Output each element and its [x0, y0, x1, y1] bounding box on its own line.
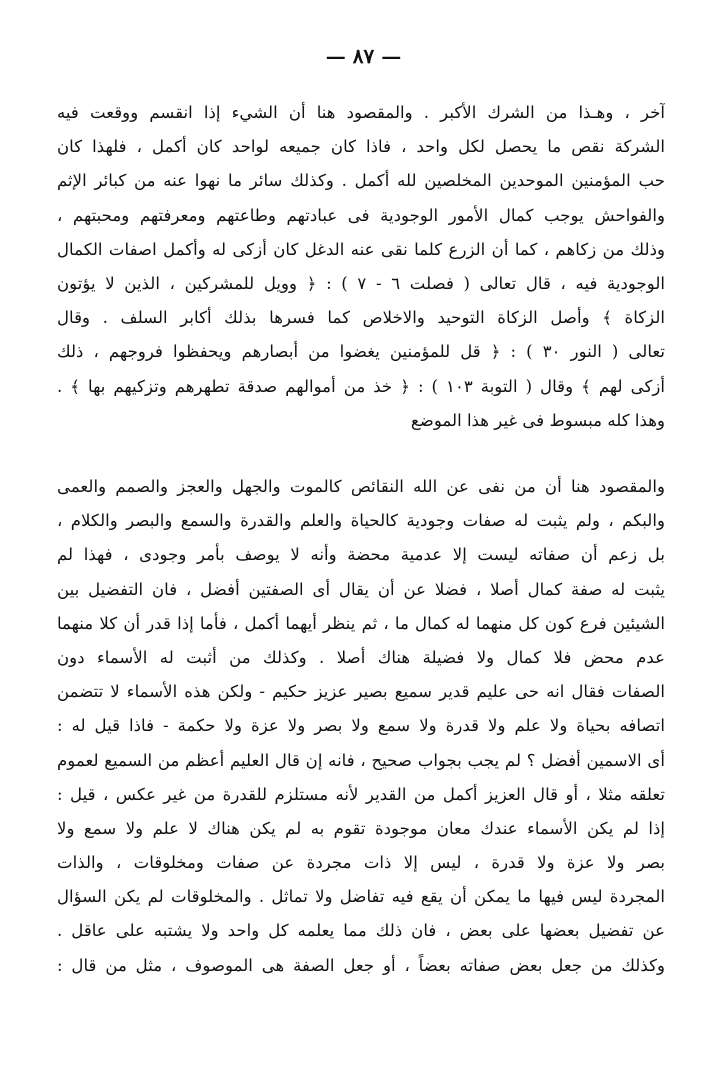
text-line: اتصافه بحياة ولا علم ولا قدرة ولا سمع ولا بصر ولا عزة ولا حكمة - فاذا قيل له : [57, 716, 665, 736]
text-line: والمقصود هنا أن من نفى عن الله النقائص كالموت والجهل والعجز والصمم والعمى [57, 477, 665, 496]
text-line: وكذلك من جعل بعض صفاته بعضاً ، أو جعل الصفة هى الموصوف ، مثل من قال : [57, 955, 665, 975]
paragraph-2 [57, 470, 665, 983]
text-line: وهذا كله مبسوط فى غير هذا الموضع [410, 410, 665, 430]
text-line: وذلك من زكاهم ، كما أن الزرع كلما نقى عنه الدغل كان أزكى له وأكمل اصفات الكمال [57, 239, 665, 259]
text-line: الزكاة ﴾ وأصل الزكاة التوحيد والاخلاص كما فسرها بذلك أكابر السلف . وقال [57, 308, 665, 328]
text-line: حب المؤمنين الموحدين المخلصين لله أكمل . وكذلك سائر ما نهوا عنه من كبائر الإثم [57, 171, 665, 191]
text-line: إذا لم يكن الأسماء عندك معان موجودة تقوم به لم يكن هناك لا علم ولا سمع ولا [57, 818, 665, 838]
page-number: — ٨٧ — [325, 44, 402, 68]
text-line: الشركة نقص ما يحصل لكل واحد ، فاذا كان جميعه لواحد كان أكمل ، فلهذا كان [57, 137, 665, 157]
text-line: والفواحش يوجب كمال الأمور الوجودية فى عبادتهم وطاعتهم ومعرفتهم ومحبتهم ، [57, 205, 665, 225]
text-line: يثبت له صفة كمال أصلا ، فضلا عن أن يقال أى الصفتين أفضل ، فان التفضيل بين [57, 579, 665, 599]
text-line: عدم محض فلا كمال ولا فضيلة هناك أصلا . وكذلك من أثبت له الأسماء دون [57, 647, 665, 667]
text-line: عن تفضيل بعضها على بعض ، فان ذلك مما يعلمه كل واحد ولا يشتبه على عاقل . [57, 921, 665, 941]
text-line: الصفات فقال انه حى عليم قدير سميع بصير عزيز حكيم - ولكن هذه الأسماء لا تتضمن [57, 682, 665, 702]
text-line: أزكى لهم ﴾ وقال ( التوبة ١٠٣ ) : ﴿ خذ من أموالهم صدقة تطهرهم وتزكيهم بها ﴾ . [57, 376, 665, 396]
text-line: تعالى ( النور ٣٠ ) : ﴿ قل للمؤمنين يغضوا من أبصارهم ويحفظوا فروجهم ، ذلك [57, 342, 665, 362]
text-line: الوجودية فيه ، قال تعالى ( فصلت ٦ - ٧ ) : ﴿ وويل للمشركين ، الذين لا يؤتون [57, 273, 665, 293]
text-line: المجردة ليس فيها ما يمكن أن يقع فيه تفاضل ولا تماثل . والمخلوقات لم يكن السؤال [57, 887, 665, 907]
text-line: بصر ولا عزة ولا قدرة ، ليس إلا ذات مجردة عن صفات ومخلوقات ، والذات [57, 853, 665, 873]
text-line: بل زعم أن صفاته ليست إلا عدمية محضة وأنه لا يوصف بأمر وجودى ، فهذا لم [57, 545, 665, 565]
text-line: آخر ، وهـذا من الشرك الأكبر . والمقصود هنا أن الشيء إذا انقسم ووقعت فيه [57, 103, 665, 122]
text-line: أى الاسمين أفضل ؟ لم يجب بجواب صحيح ، فانه إن قال العليم أعظم من السميع لعموم [57, 750, 665, 770]
paragraph-1 [57, 96, 665, 438]
text-line: والبكم ، ولم يثبت له صفات وجودية كالحياة والعلم والقدرة والسمع والبصر والكلام ، [57, 511, 665, 531]
text-line: تعلقه مثلا ، أو قال العزيز أكمل من القدير لأنه مستلزم للقدرة من غير عكس ، قيل : [57, 784, 665, 804]
text-line: الشيئين فرع كون كل منهما له كمال ما ، ثم ينظر أيهما أكمل ، فأما إذا قدر أن كلا منهما [57, 613, 665, 633]
